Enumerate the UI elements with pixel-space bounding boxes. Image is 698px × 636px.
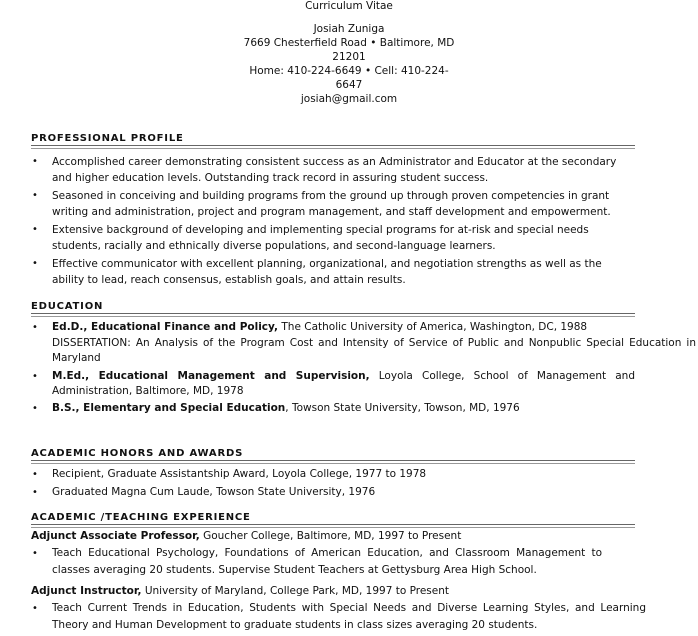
section-honors-awards [31,448,635,500]
job-org: University of Maryland, College Park, MD, 1997 to Present [141,585,449,597]
bullet-icon: • [32,224,38,235]
phone-line-1: Home: 410-224-6649 • Cell: 410-224- [249,65,449,77]
job-role: Adjunct Instructor, [31,585,142,597]
education-item [31,401,635,417]
degree-title: Ed.D., Educational Finance and Policy, [52,321,279,333]
dissertation-text-cont: Maryland [52,352,101,364]
list-item: • Effective communicator with excellent planning, organizational, and negotiation strengths as well as the ability to lead, reach consensus, establish goals, and attain results. [32,258,602,286]
address-line-2: 21201 [332,51,366,63]
degree-title: M.Ed., Educational Management and Supervision, [52,369,370,382]
address-line-1: 7669 Chesterfield Road • Baltimore, MD [243,37,455,49]
list-item: • Teach Educational Psychology, Foundations of American Education, and Classroom Management to classes averaging 20 students. Supervise Student Teachers at Gettysburg Area High School. [32,547,602,576]
bullet-icon: • [32,402,38,414]
section-title: PROFESSIONAL PROFILE [31,133,635,146]
bullet-icon: • [32,322,38,333]
list-item: • Accomplished career demonstrating consistent success as an Administrator and Educator at the secondary and higher education levels. Outstanding track record in assuring student success. [32,156,617,184]
list-item: • Teach Current Trends in Education, Students with Special Needs and Diverse Learning Styles, and Learning Theory and Human Development to graduate students in class sizes averaging 20 students. [32,602,646,631]
section-education [31,301,696,416]
school-info: , Towson State University, Towson, MD, 1976 [285,401,520,414]
list-item: • Graduated Magna Cum Laude, Towson State University, 1976 [31,485,635,501]
bullet-icon: • [32,486,38,498]
document-title: Curriculum Vitae [305,0,393,12]
candidate-name: Josiah Zuniga [313,23,385,35]
education-item [31,369,635,400]
dissertation-text: DISSERTATION: An Analysis of the Program Cost and Intensity of Service of Public and Nonpublic Special Education in [52,336,696,349]
bullet-icon: • [32,548,38,559]
job-heading [31,583,647,599]
degree-title: B.S., Elementary and Special Education [52,401,286,414]
resume-header [0,0,698,106]
bullet-icon: • [32,370,38,382]
bullet-icon: • [32,190,38,201]
job-role: Adjunct Associate Professor, [31,530,200,542]
section-title: EDUCATION [31,301,635,314]
list-item: • Seasoned in conceiving and building programs from the ground up through proven competencies in grant writing and administration, project and program management, and staff development and empowerment. [32,190,611,218]
school-info: The Catholic University of America, Washington, DC, 1988 [278,321,588,333]
honors-list [31,467,635,500]
education-item [31,320,696,367]
list-item: • Extensive background of developing and implementing special programs for at-risk and special needs students, racially and ethnically diverse populations, and second-language learners. [32,224,589,252]
job-org: Goucher College, Baltimore, MD, 1997 to Present [199,530,462,542]
job-duties [31,545,647,579]
section-professional-profile [31,133,635,288]
list-item: • Recipient, Graduate Assistantship Award, Loyola College, 1977 to 1978 [31,467,635,483]
job-heading [31,528,647,544]
section-teaching-experience [31,512,647,634]
section-title: ACADEMIC /TEACHING EXPERIENCE [31,512,635,525]
bullet-icon: • [32,156,38,167]
bullet-icon: • [32,603,38,614]
bullet-icon: • [32,258,38,269]
job-duties [31,600,647,634]
profile-list [31,154,635,288]
phone-line-2: 6647 [335,79,363,91]
bullet-icon: • [32,469,38,480]
school-info: Loyola College, School of Management and Administration, Baltimore, MD, 1978 [52,369,635,397]
section-title: ACADEMIC HONORS AND AWARDS [31,448,635,461]
education-list [31,320,696,416]
email-address: josiah@gmail.com [300,93,398,105]
